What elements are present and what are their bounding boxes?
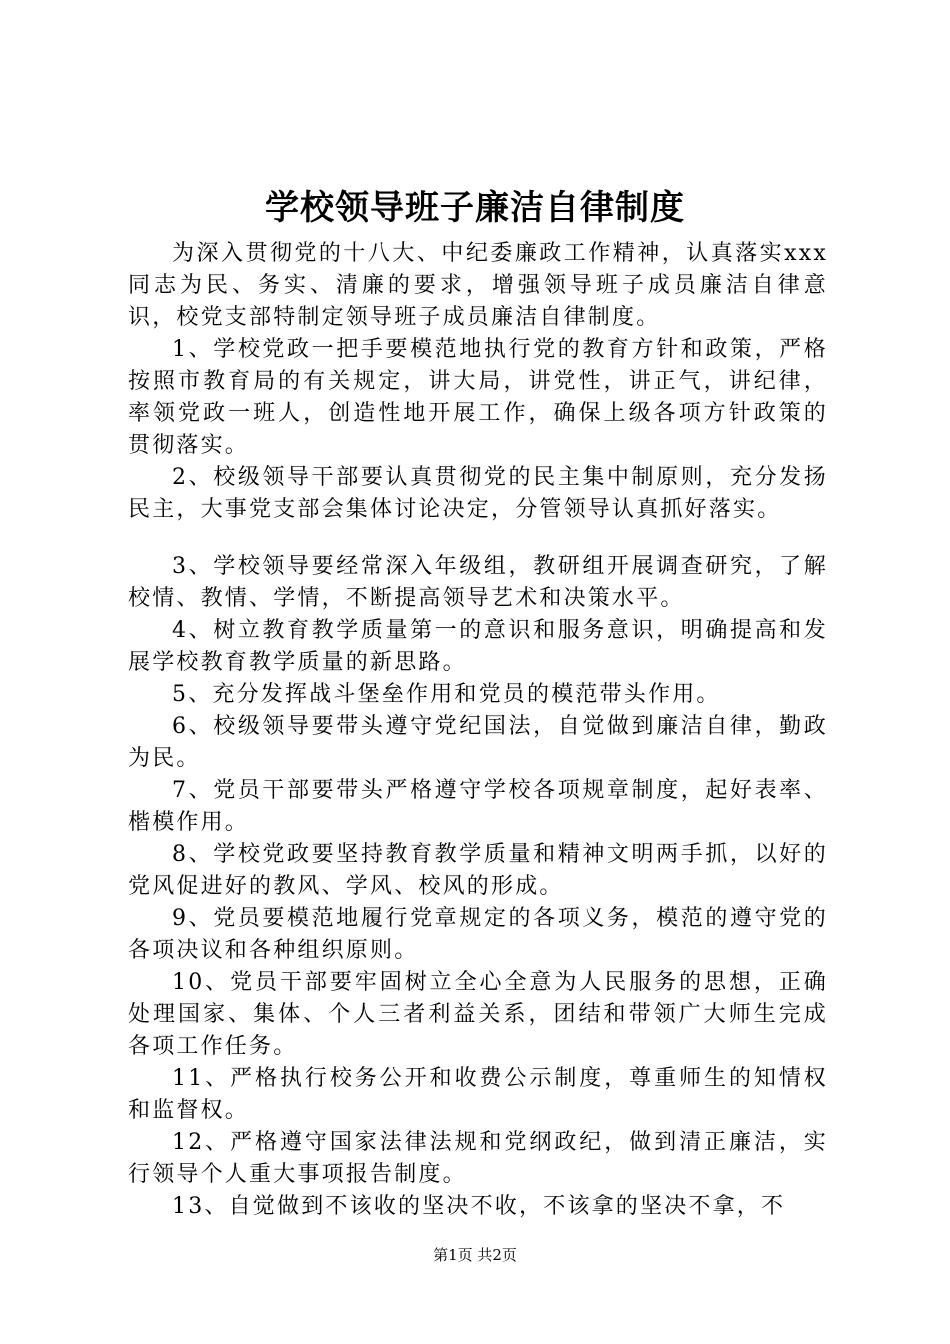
- document-body: [128, 238, 828, 1223]
- rule-paragraph-11: 11、严格执行校务公开和收费公示制度，尊重师生的知情权和监督权。: [128, 1066, 828, 1123]
- rule-paragraph-4: 4、树立教育教学质量第一的意识和服务意识，明确提高和发展学校教育教学质量的新思路。: [128, 618, 828, 675]
- rule-paragraph-5: 5、充分发挥战斗堡垒作用和党员的模范带头作用。: [172, 682, 721, 707]
- rule-paragraph-13: 13、自觉做到不该收的坚决不收，不该拿的坚决不拿，不: [172, 1194, 786, 1219]
- rule-paragraph-3: 3、学校领导要经常深入年级组，教研组开展调查研究，了解校情、教情、学情，不断提高领导艺术和决策水平。: [128, 554, 828, 611]
- rule-paragraph-2: 2、校级领导干部要认真贯彻党的民主集中制原则，充分发扬民主，大事党支部会集体讨论决定，分管领导认真抓好落实。: [128, 465, 828, 522]
- rule-paragraph-1: 1、学校党政一把手要模范地执行党的教育方针和政策，严格按照市教育局的有关规定，讲大局，讲党性，讲正气，讲纪律，率领党政一班人，创造性地开展工作，确保上级各项方针政策的贯彻落实。: [128, 337, 828, 458]
- rule-paragraph-6: 6、校级领导要带头遵守党纪国法，自觉做到廉洁自律，勤政为民。: [128, 714, 828, 771]
- rule-paragraph-10: 10、党员干部要牢固树立全心全意为人民服务的思想，正确处理国家、集体、个人三者利益关系，团结和带领广大师生完成各项工作任务。: [128, 970, 828, 1059]
- intro-paragraph: 为深入贯彻党的十八大、中纪委廉政工作精神，认真落实xxx同志为民、务实、清廉的要求，增强领导班子成员廉洁自律意识，校党支部特制定领导班子成员廉洁自律制度。: [128, 241, 828, 330]
- rule-paragraph-9: 9、党员要模范地履行党章规定的各项义务，模范的遵守党的各项决议和各种组织原则。: [128, 906, 828, 963]
- rule-paragraph-12: 12、严格遵守国家法律法规和党纲政纪，做到清正廉洁，实行领导个人重大事项报告制度。: [128, 1130, 828, 1187]
- page-number-footer: 第1页 共2页: [433, 1246, 517, 1264]
- rule-paragraph-7: 7、党员干部要带头严格遵守学校各项规章制度，起好表率、楷模作用。: [128, 778, 828, 835]
- rule-paragraph-8: 8、学校党政要坚持教育教学质量和精神文明两手抓，以好的党风促进好的教风、学风、校风的形成。: [128, 842, 828, 899]
- document-title: 学校领导班子廉洁自律制度: [265, 188, 685, 228]
